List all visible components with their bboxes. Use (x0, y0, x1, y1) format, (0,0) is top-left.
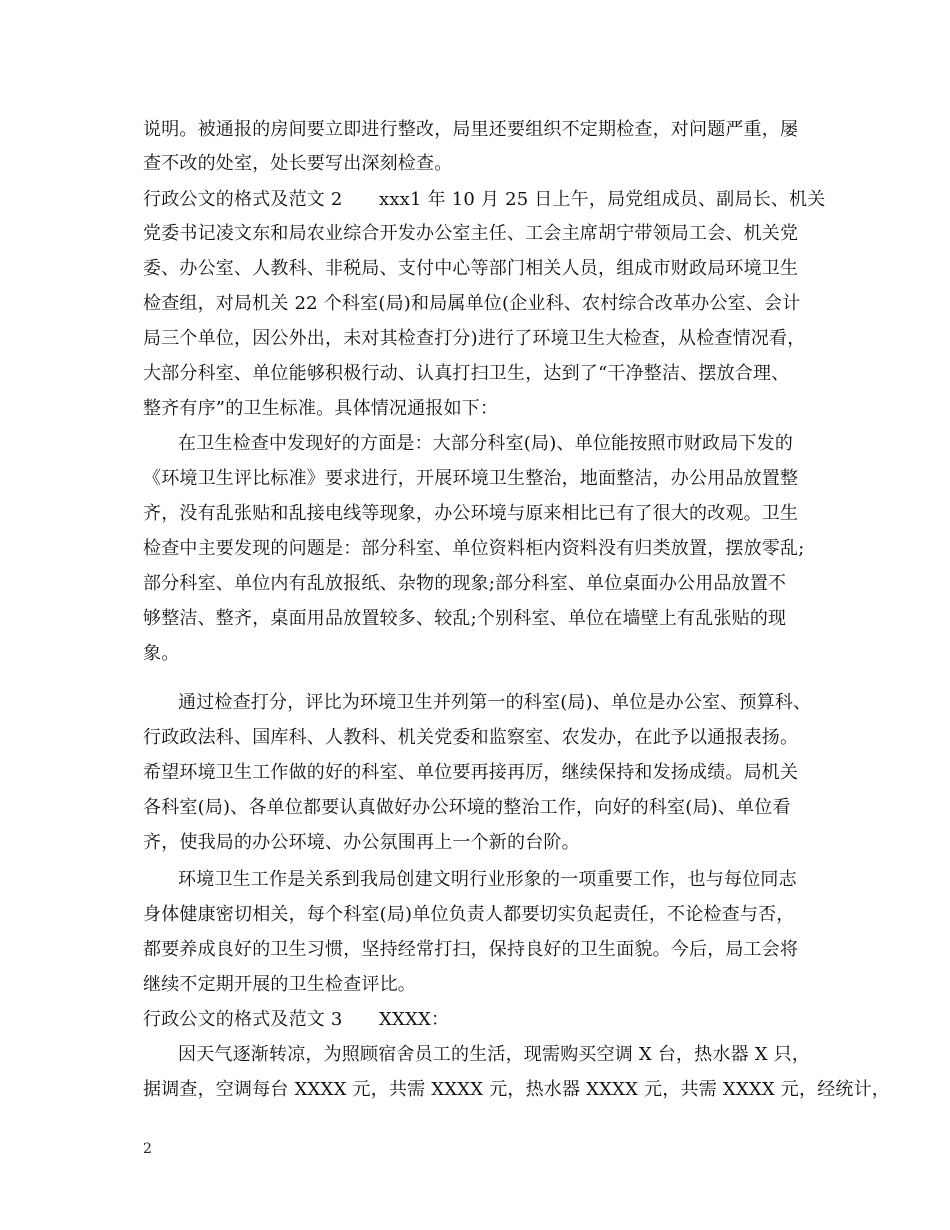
text-line: 继续不定期开展的卫生检查评比。 (143, 974, 416, 995)
text-line: 通过检查打分，评比为环境卫生并列第一的科室(局)、单位是办公室、预算科、 (178, 692, 812, 713)
text-line: 局三个单位，因公外出，未对其检查打分)进行了环境卫生大检查，从检查情况看， (143, 328, 806, 349)
section-heading-line: 行政公文的格式及范文 3 XXXX： (143, 1009, 450, 1030)
text-line: 够整洁、整齐，桌面用品放置较多、较乱;个别科室、单位在墙壁上有乱张贴的现 (143, 608, 787, 629)
text-line: 检查组，对局机关 22 个科室(局)和局属单位(企业科、农村综合改革办公室、会计 (143, 293, 801, 314)
text-line: 环境卫生工作是关系到我局创建文明行业形象的一项重要工作，也与每位同志 (178, 869, 797, 890)
page-number: 2 (143, 1141, 152, 1157)
text-line: 齐，使我局的办公环境、办公氛围再上一个新的台阶。 (143, 832, 580, 853)
text-line: 说明。被通报的房间要立即进行整改，局里还要组织不定期检查，对问题严重，屡 (143, 119, 799, 140)
text-line: 行政政法科、国库科、人教科、机关党委和监察室、农发办，在此予以通报表扬。 (143, 727, 799, 748)
text-line: 象。 (143, 643, 180, 664)
text-line: 部分科室、单位内有乱放报纸、杂物的现象;部分科室、单位桌面办公用品放置不 (143, 573, 787, 594)
text-line: 据调查，空调每台 XXXX 元，共需 XXXX 元，热水器 XXXX 元，共需 XXXX 元，经统计， (143, 1079, 891, 1100)
section-heading-line: 行政公文的格式及范文 2 xxx1 年 10 月 25 日上午，局党组成员、副局长、机关 (143, 189, 826, 210)
text-line: 委、办公室、人教科、非税局、支付中心等部门相关人员，组成市财政局环境卫生 (143, 258, 799, 279)
text-line: 大部分科室、单位能够积极行动、认真打扫卫生，达到了“干净整洁、摆放合理、 (143, 363, 790, 384)
text-line: 检查中主要发现的问题是：部分科室、单位资料柜内资料没有归类放置，摆放零乱; (143, 538, 805, 559)
text-line: 整齐有序”的卫生标准。具体情况通报如下： (143, 398, 499, 419)
text-line: 查不改的处室，处长要写出深刻检查。 (143, 153, 453, 174)
text-line: 都要养成良好的卫生习惯，坚持经常打扫，保持良好的卫生面貌。今后，局工会将 (143, 939, 799, 960)
text-line: 各科室(局)、各单位都要认真做好办公环境的整治工作，向好的科室(局)、单位看 (143, 797, 791, 818)
text-line: 齐，没有乱张贴和乱接电线等现象，办公环境与原来相比已有了很大的改观。卫生 (143, 503, 799, 524)
text-line: 身体健康密切相关，每个科室(局)单位负责人都要切实负起责任，不论检查与否， (143, 904, 795, 925)
text-line: 希望环境卫生工作做的好的科室、单位要再接再厉，继续保持和发扬成绩。局机关 (143, 762, 799, 783)
text-line: 因天气逐渐转凉，为照顾宿舍员工的生活，现需购买空调 X 台，热水器 X 只， (178, 1044, 811, 1065)
text-line: 《环境卫生评比标准》要求进行，开展环境卫生整治，地面整洁，办公用品放置整 (143, 468, 799, 489)
text-line: 在卫生检查中发现好的方面是：大部分科室(局)、单位能按照市财政局下发的 (178, 433, 794, 454)
text-line: 党委书记凌文东和局农业综合开发办公室主任、工会主席胡宁带领局工会、机关党 (143, 223, 799, 244)
